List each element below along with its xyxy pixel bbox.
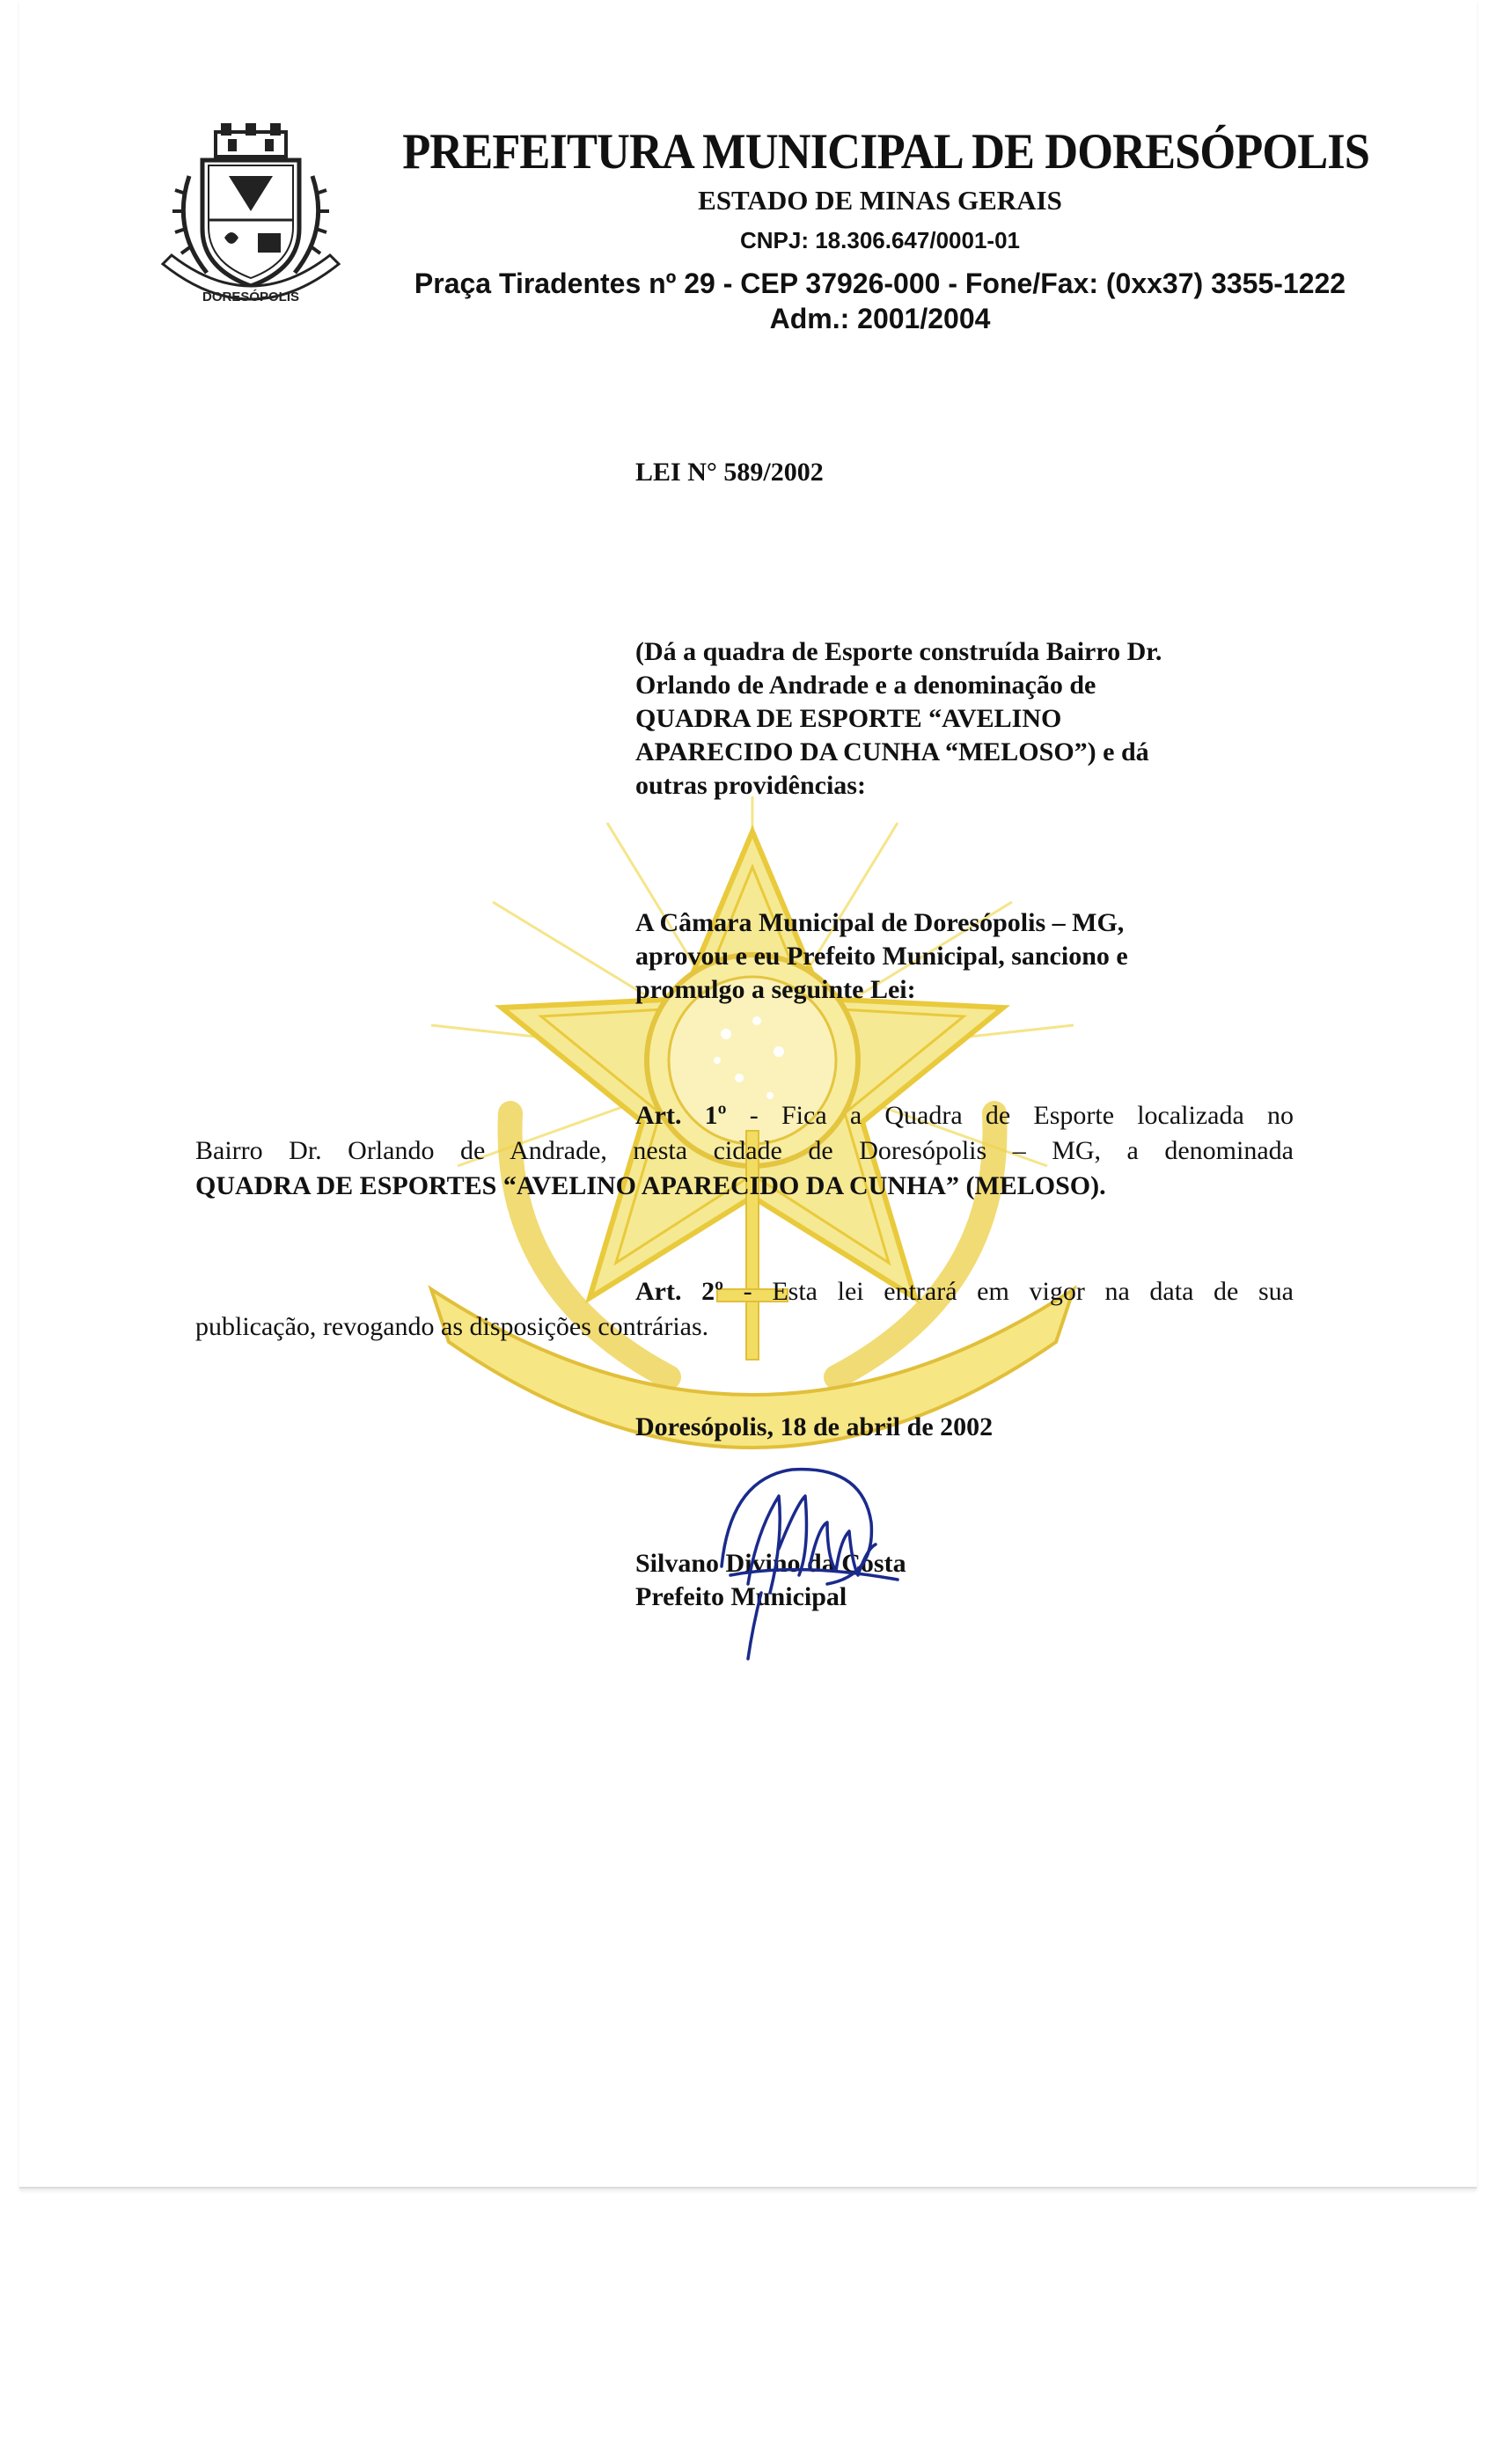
article-1 [195, 1098, 1294, 1204]
header-address: Praça Tiradentes nº 29 - CEP 37926-000 - Fone/Fax: (0xx37) 3355-1222 [414, 268, 1346, 299]
crest-ribbon-label: DORESÓPOLIS [202, 290, 300, 304]
header-state: ESTADO DE MINAS GERAIS [698, 185, 1062, 216]
header-administration: Adm.: 2001/2004 [769, 303, 991, 334]
law-preamble-line: aprovou e eu Prefeito Municipal, sanciono e [635, 942, 1128, 971]
law-summary-line: QUADRA DE ESPORTE “AVELINO [635, 704, 1062, 733]
law-summary [635, 635, 1269, 803]
article-text: - Esta lei entrará em vigor na data de sua [723, 1277, 1294, 1306]
document-date: Doresópolis, 18 de abril de 2002 [635, 1412, 994, 1441]
handwritten-signature-icon [695, 1443, 924, 1663]
article-2 [195, 1274, 1294, 1345]
signatory-name: Silvano Divino da Costa [635, 1549, 906, 1578]
law-summary-line: (Dá a quadra de Esporte construída Bairro Dr. [635, 637, 1162, 666]
law-preamble-line: A Câmara Municipal de Doresópolis – MG, [635, 908, 1125, 937]
signatory-role: Prefeito Municipal [635, 1582, 847, 1611]
article-label: Art. 2º [635, 1277, 724, 1306]
municipal-crest-icon [154, 123, 348, 317]
law-summary-line: outras providências: [635, 771, 866, 800]
law-preamble-line: promulgo a seguinte Lei: [635, 975, 916, 1004]
law-number: LEI N° 589/2002 [635, 458, 824, 487]
article-label: Art. 1º [635, 1101, 727, 1130]
law-summary-line: APARECIDO DA CUNHA “MELOSO”) e dá [635, 737, 1149, 766]
header-cnpj: CNPJ: 18.306.647/0001-01 [739, 227, 1020, 253]
article-text: - Fica a Quadra de Esporte localizada no [726, 1101, 1294, 1130]
law-preamble [635, 906, 1269, 1007]
article-text: Bairro Dr. Orlando de Andrade, nesta cidade de Doresópolis – MG, a denominada [195, 1136, 1294, 1165]
article-text: QUADRA DE ESPORTES “AVELINO APARECIDO DA CUNHA” (MELOSO). [195, 1171, 1106, 1200]
header-title: PREFEITURA MUNICIPAL DE DORESÓPOLIS [402, 124, 1370, 180]
law-summary-line: Orlando de Andrade e a denominação de [635, 671, 1096, 700]
article-text: publicação, revogando as disposições contrárias. [195, 1312, 709, 1341]
